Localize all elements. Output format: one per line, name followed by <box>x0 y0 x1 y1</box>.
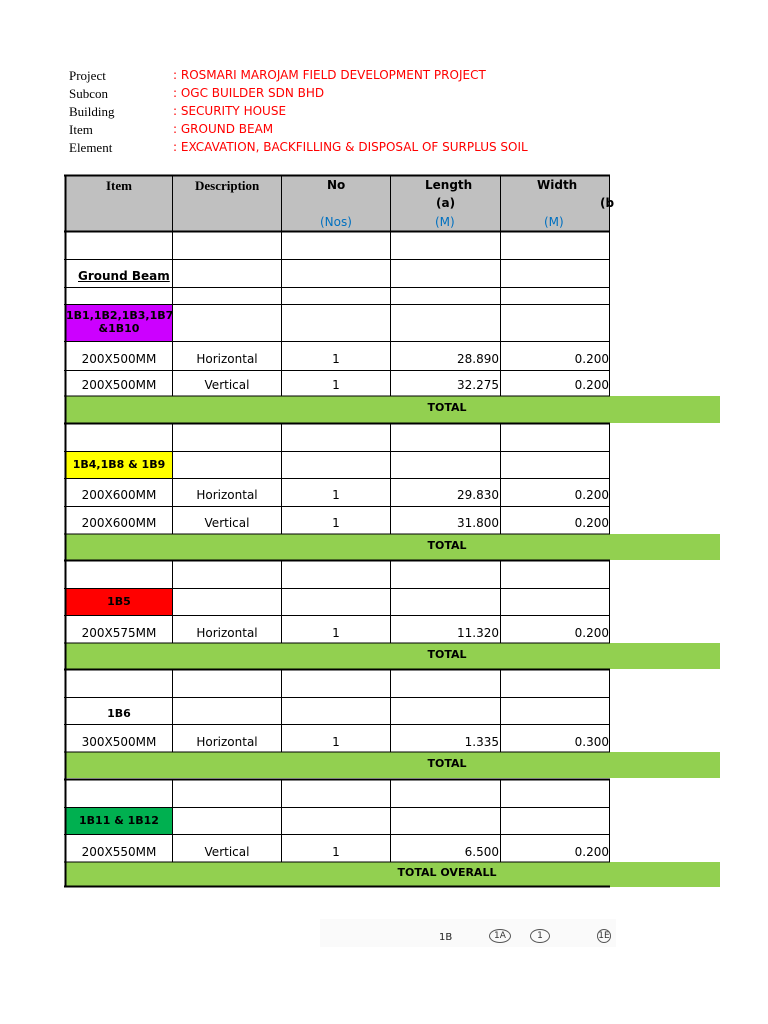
header-width-unit: (M) <box>544 215 564 229</box>
group-tag: 1B6 <box>107 707 131 720</box>
header-description: Description <box>195 178 260 193</box>
info-value: : OGC BUILDER SDN BHD <box>173 86 325 100</box>
row-no: 1 <box>332 626 340 640</box>
row-no: 1 <box>332 352 340 366</box>
row-width: 0.200 <box>574 352 609 366</box>
row-size: 300X500MM <box>81 735 157 749</box>
row-length: 31.800 <box>457 516 499 530</box>
group-tag: 1B5 <box>66 589 172 615</box>
row-no: 1 <box>332 378 340 392</box>
row-length: 28.890 <box>457 352 499 366</box>
row-description: Horizontal <box>196 626 258 640</box>
row-width: 0.300 <box>574 735 609 749</box>
row-no: 1 <box>332 488 340 502</box>
info-label: Building <box>69 104 115 119</box>
info-label: Element <box>69 140 113 155</box>
row-description: Horizontal <box>196 735 258 749</box>
info-value: : GROUND BEAM <box>173 122 274 136</box>
row-size: 200X600MM <box>81 516 157 530</box>
row-description: Vertical <box>204 845 250 859</box>
grid-bubble-icon: 1A <box>489 929 511 943</box>
spreadsheet-page: Project : ROSMARI MAROJAM FIELD DEVELOPMENT PROJECT Subcon : OGC BUILDER SDN BHD Building : SECURITY HOUSE Item : GROUND BEAM Element : EXCAVATION, BACKFILLING & DISPOSAL OF SURPLUS SOIL Item Description No (Nos) Length (a) (M) Width (M) (b Ground Beam 1B1,1B2,1B3,1B7 &1B10 200X500MM Horizontal 1 28.890 0.200 200X500MM Vertical 1 32.275 0.200 TOTAL 1B4,1B8 & 1B9 200X600MM Horizontal 1 29.830 0.200 200X600MM Vertical 1 31.800 0.200 TOTAL 1B5 200X575MM Horizontal 1 11.320 0.200 TOTAL 1B6 300X500MM Horizontal 1 1.335 0.300 TOTAL 1B11 & 1B12 200X550MM Vertical 1 6.500 0.200 TOTAL OVERALL 1B 1A 1 1E <box>0 0 768 1024</box>
row-length: 1.335 <box>464 735 499 749</box>
grid-bubble-icon: 1E <box>598 931 610 941</box>
row-no: 1 <box>332 516 340 530</box>
header-no: No <box>327 178 346 192</box>
info-value: : EXCAVATION, BACKFILLING & DISPOSAL OF SURPLUS SOIL <box>173 140 528 154</box>
info-value: : SECURITY HOUSE <box>173 104 287 118</box>
drawing-label: 1B <box>439 932 453 943</box>
row-description: Horizontal <box>196 488 258 502</box>
row-length: 6.500 <box>464 845 499 859</box>
group-tag: 1B1,1B2,1B3,1B7 &1B10 <box>66 304 172 341</box>
row-size: 200X575MM <box>81 626 157 640</box>
row-size: 200X550MM <box>81 845 157 859</box>
header-length-unit: (M) <box>435 215 455 229</box>
header-next-sub: (b <box>600 196 615 210</box>
row-length: 29.830 <box>457 488 499 502</box>
row-size: 200X600MM <box>81 488 157 502</box>
row-length: 11.320 <box>457 626 499 640</box>
grid-bubble-icon: 1 <box>530 929 550 943</box>
info-label: Subcon <box>69 86 108 101</box>
row-description: Horizontal <box>196 352 258 366</box>
header-item: Item <box>106 178 132 193</box>
section-title: Ground Beam <box>78 269 170 283</box>
group-tag: 1B11 & 1B12 <box>66 808 172 834</box>
info-value: : ROSMARI MAROJAM FIELD DEVELOPMENT PROJECT <box>173 68 486 82</box>
drawing-fragment <box>320 919 616 947</box>
row-no: 1 <box>332 735 340 749</box>
row-width: 0.200 <box>574 845 609 859</box>
row-size: 200X500MM <box>81 352 157 366</box>
row-description: Vertical <box>204 378 250 392</box>
row-width: 0.200 <box>574 378 609 392</box>
row-width: 0.200 <box>574 516 609 530</box>
row-description: Vertical <box>204 516 250 530</box>
header-length-sub: (a) <box>436 196 456 210</box>
info-label: Project <box>69 68 106 83</box>
group-tag: 1B4,1B8 & 1B9 <box>66 452 172 478</box>
row-size: 200X500MM <box>81 378 157 392</box>
header-width: Width <box>537 178 578 192</box>
header-no-unit: (Nos) <box>320 215 352 229</box>
row-width: 0.200 <box>574 488 609 502</box>
header-length: Length <box>425 178 473 192</box>
info-label: Item <box>69 122 93 137</box>
row-width: 0.200 <box>574 626 609 640</box>
row-no: 1 <box>332 845 340 859</box>
row-length: 32.275 <box>457 378 499 392</box>
